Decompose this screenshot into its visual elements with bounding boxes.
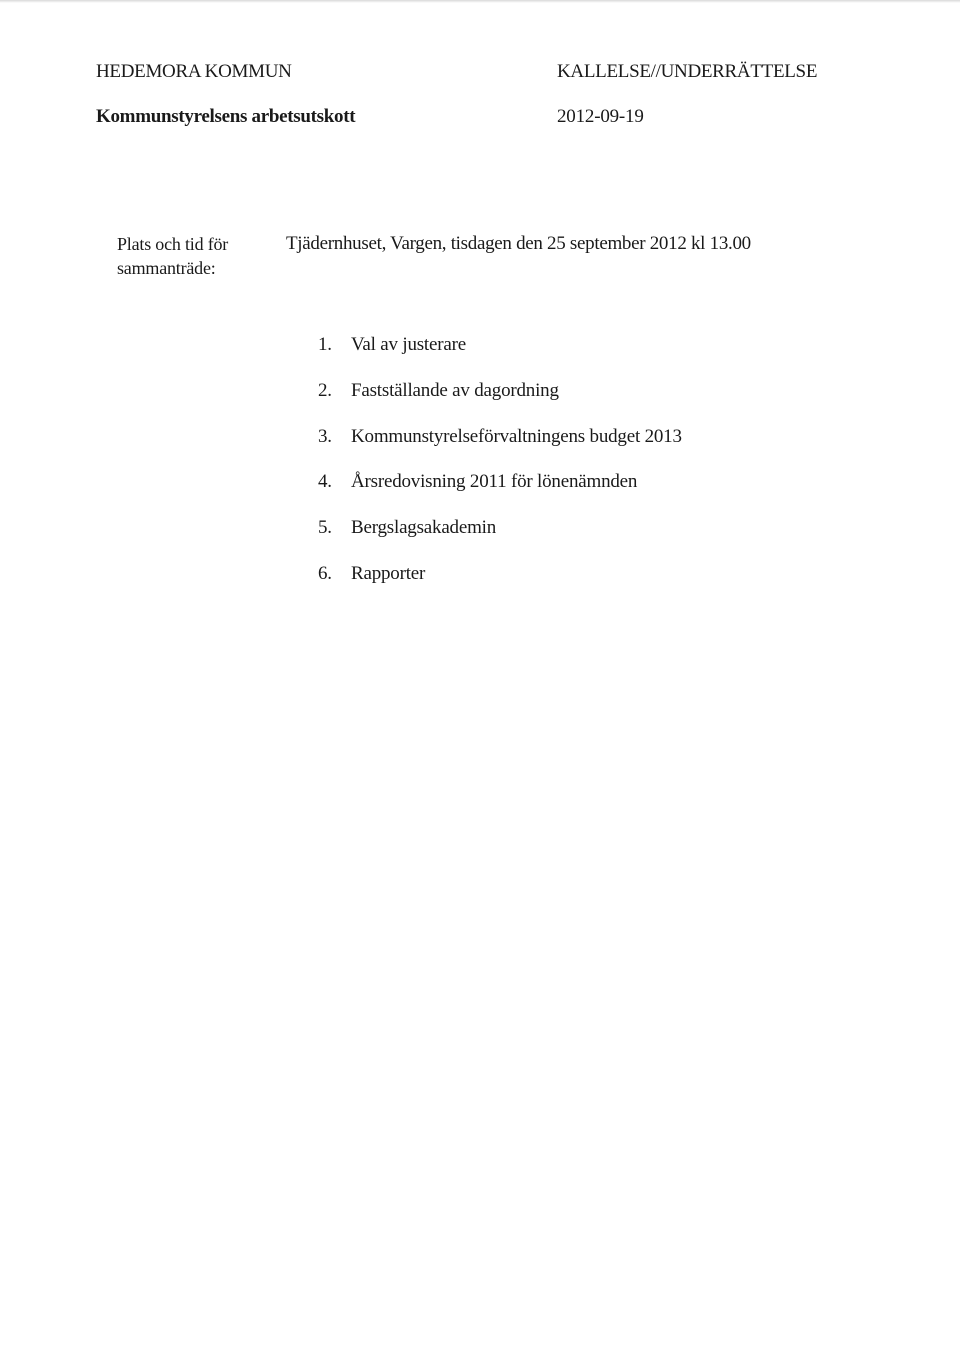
agenda-list [318, 333, 682, 608]
meeting-place-and-time: Tjädernhuset, Vargen, tisdagen den 25 september 2012 kl 13.00 [286, 233, 751, 254]
agenda-item-text: Årsredovisning 2011 för lönenämnden [351, 471, 638, 493]
scan-edge [0, 0, 960, 3]
agenda-item [318, 333, 682, 379]
agenda-item [318, 516, 682, 562]
document-type: KALLELSE//UNDERRÄTTELSE [557, 61, 818, 82]
agenda-item [318, 470, 682, 516]
agenda-item-text: Bergslagsakademin [351, 517, 497, 539]
agenda-item-text: Rapporter [351, 562, 426, 584]
agenda-item-number: 3. [318, 425, 332, 447]
agenda-item-text: Kommunstyrelseförvaltningens budget 2013 [351, 425, 682, 447]
committee-name: Kommunstyrelsens arbetsutskott [96, 106, 356, 127]
agenda-item [318, 562, 682, 608]
organization-name: HEDEMORA KOMMUN [96, 61, 292, 82]
agenda-item-number: 2. [318, 379, 332, 401]
document-date: 2012-09-19 [557, 106, 644, 127]
agenda-item-number: 1. [318, 334, 332, 355]
agenda-item-text: Fastställande av dagordning [351, 379, 559, 401]
agenda-item-number: 6. [318, 562, 332, 584]
meeting-label-line-2: sammanträde: [117, 258, 216, 278]
agenda-item-number: 4. [318, 471, 332, 493]
agenda-item-text: Val av justerare [351, 334, 466, 355]
agenda-item [318, 425, 682, 471]
meeting-label-line-1: Plats och tid för [117, 234, 229, 254]
agenda-item-number: 5. [318, 517, 332, 539]
agenda-item [318, 379, 682, 425]
meeting-label [117, 232, 277, 280]
